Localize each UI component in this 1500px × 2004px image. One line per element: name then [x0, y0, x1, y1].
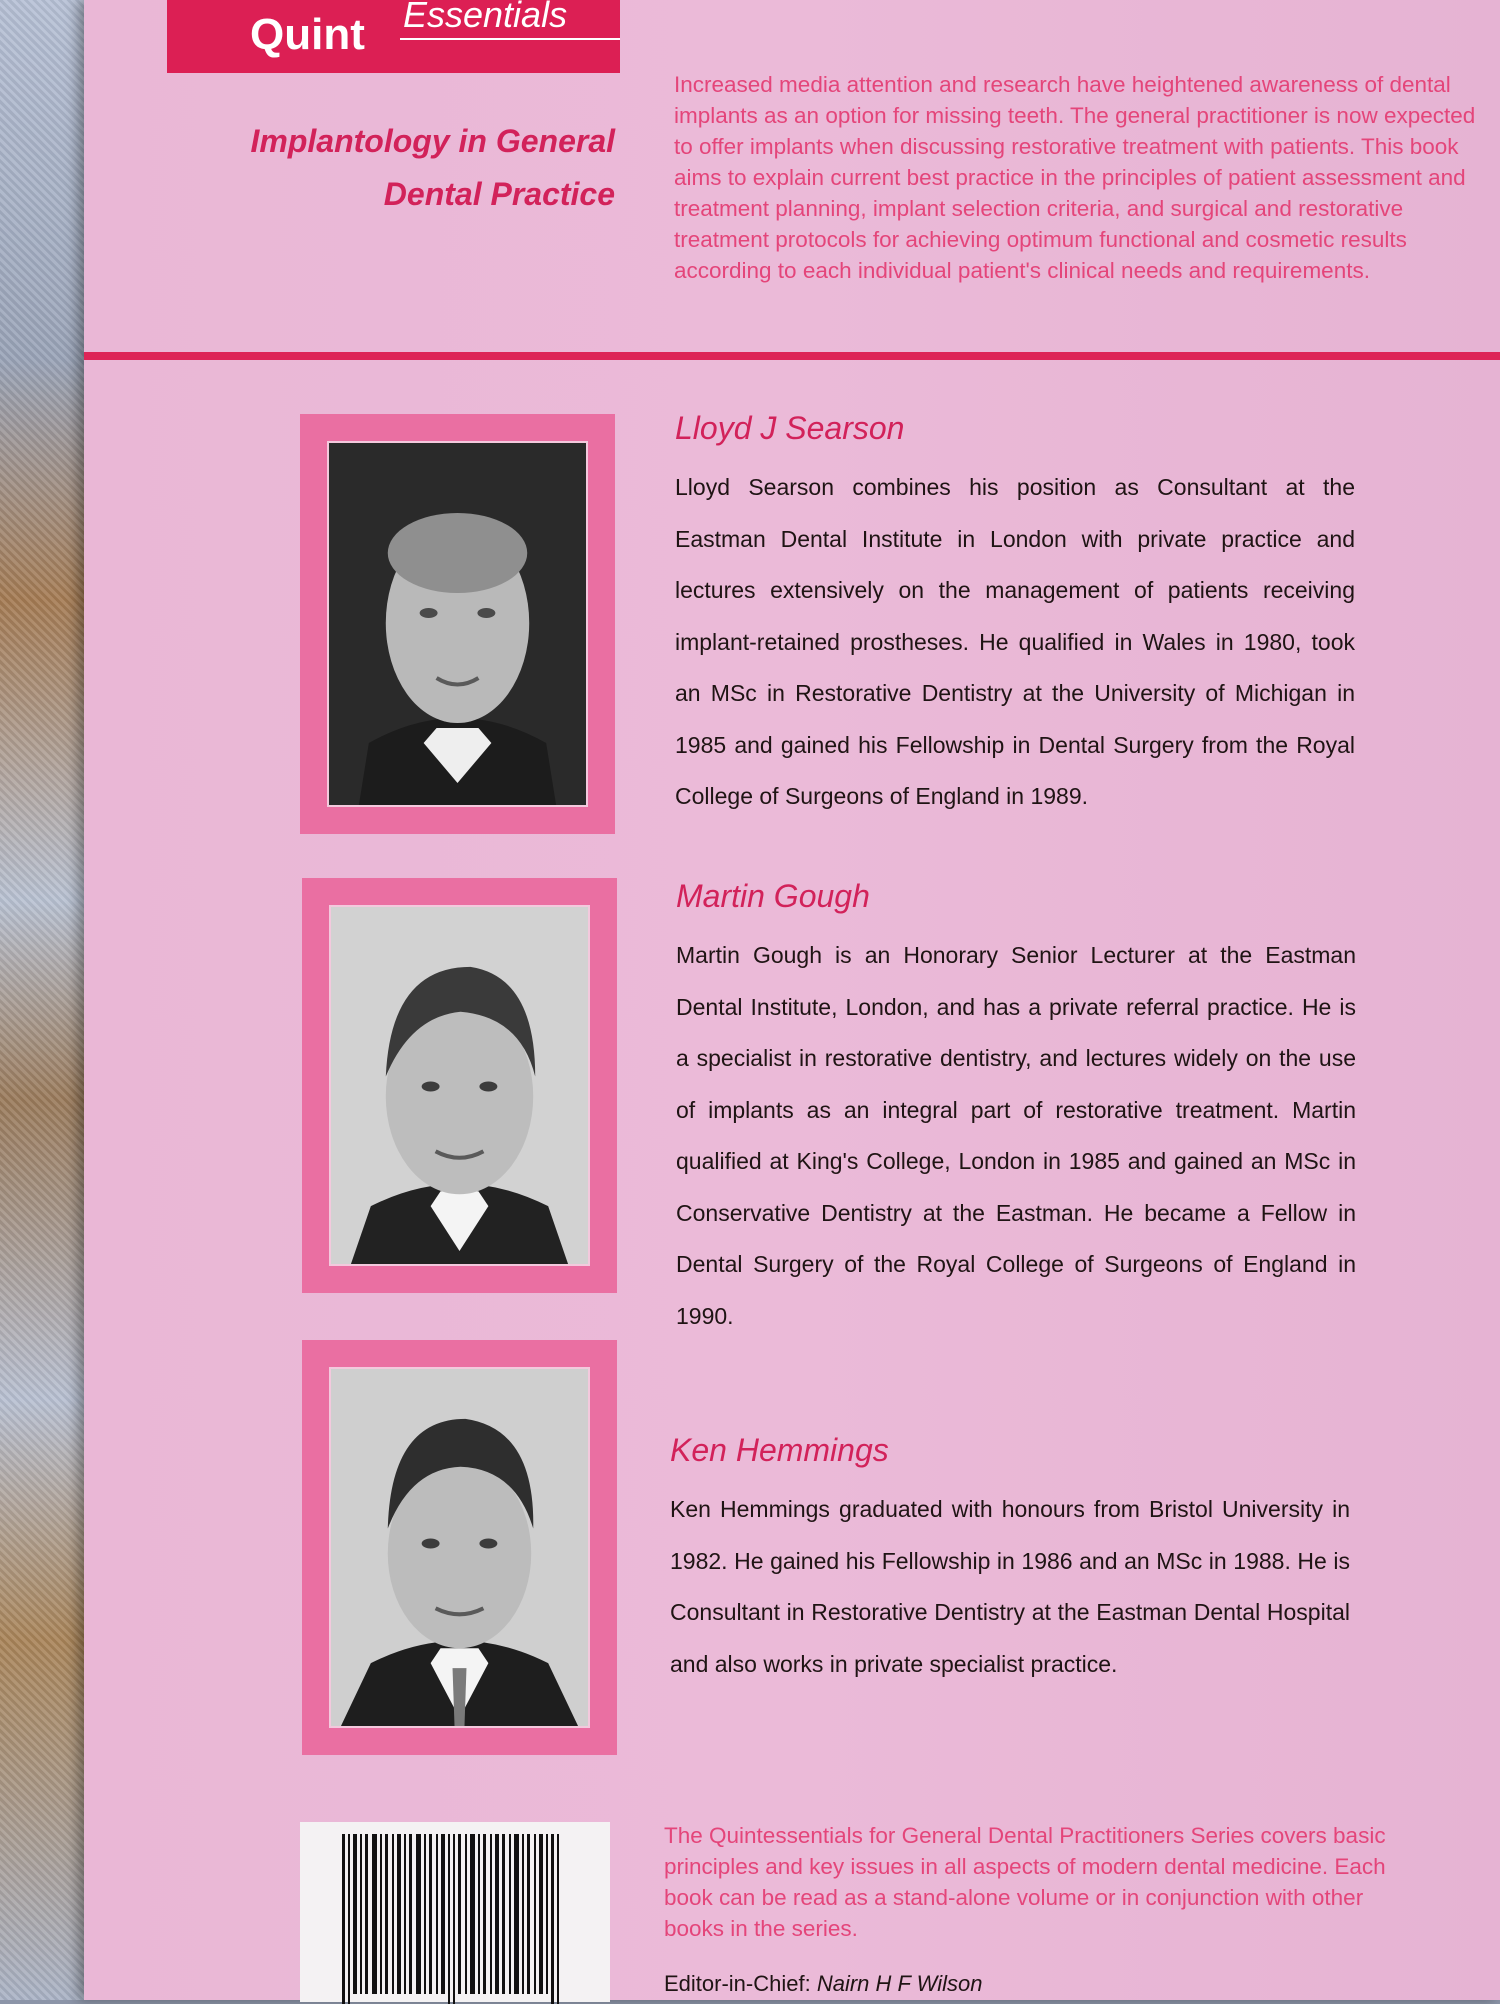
- author-photo-searson: [327, 441, 588, 807]
- author-bio: Lloyd Searson combines his position as Consultant at the Eastman Dental Institute in London with private practice and lectures extensively on the management of patients receiving implant-retained prostheses. He qualified in Wales in 1980, took an MSc in Restorative Dentistry at the University of Michigan in 1985 and gained his Fellowship in Dental Surgery from the Royal College of Surgeons of England in 1989.: [675, 474, 1355, 809]
- fabric-background: [0, 0, 90, 2000]
- author-bio: Ken Hemmings graduated with honours from Bristol University in 1982. He gained his Fellowship in 1986 and an MSc in 1988. He is Consultant in Restorative Dentistry at the Eastman Dental Hospital and also works in private specialist practice.: [670, 1496, 1350, 1677]
- author-block: [676, 878, 1356, 1342]
- author-bio: Martin Gough is an Honorary Senior Lecturer at the Eastman Dental Institute, London, and has a private referral practice. He is a specialist in restorative dentistry, and lectures widely on the use of implants as an integral part of restorative treatment. Martin qualified at King's College, London in 1985 and gained an MSc in Conservative Dentistry at the Eastman. He became a Fellow in Dental Surgery of the Royal College of Surgeons of England in 1990.: [676, 942, 1356, 1329]
- author-photo-gough: [329, 905, 590, 1266]
- book-blurb: Increased media attention and research have heightened awareness of dental implants as an option for missing teeth. The general practitioner is now expected to offer implants when discussing restorative treatment with patients. This book aims to explain current best practice in the principles of patient assessment and treatment planning, implant selection criteria, and surgical and restorative treatment protocols for achieving optimum functional and cosmetic results according to each individual patient's clinical needs and requirements.: [674, 72, 1476, 283]
- logo-underline: [400, 38, 620, 40]
- book-title-line-1: Implantology in General: [250, 123, 615, 159]
- author-name: Lloyd J Searson: [675, 410, 905, 446]
- author-name: Ken Hemmings: [670, 1432, 889, 1468]
- author-block: [675, 410, 1355, 823]
- barcode-bars: [342, 1834, 572, 2004]
- author-photo-frame: [302, 1340, 617, 1755]
- author-block: [670, 1432, 1350, 1690]
- author-photo-hemmings: [329, 1367, 590, 1728]
- editor-line: [664, 1971, 983, 1997]
- author-photo-frame: [302, 878, 617, 1293]
- series-description: The Quintessentials for General Dental Practitioners Series covers basic principles and key issues in all aspects of modern dental medicine. Each book can be read as a stand-alone volume or in conjunction with other books in the series.: [664, 1823, 1386, 1941]
- book-title: [150, 115, 615, 221]
- logo-essentials-text: Essentials: [403, 0, 568, 35]
- book-title-line-2: Dental Practice: [383, 176, 615, 212]
- divider-rule: [84, 352, 1500, 360]
- author-name: Martin Gough: [676, 878, 870, 914]
- logo-quint-text: Quint: [250, 10, 365, 59]
- editor-label: Editor-in-Chief:: [664, 1971, 811, 1996]
- author-photo-frame: [300, 414, 615, 834]
- editor-name: Nairn H F Wilson: [816, 1971, 983, 1996]
- barcode: [300, 1822, 610, 2002]
